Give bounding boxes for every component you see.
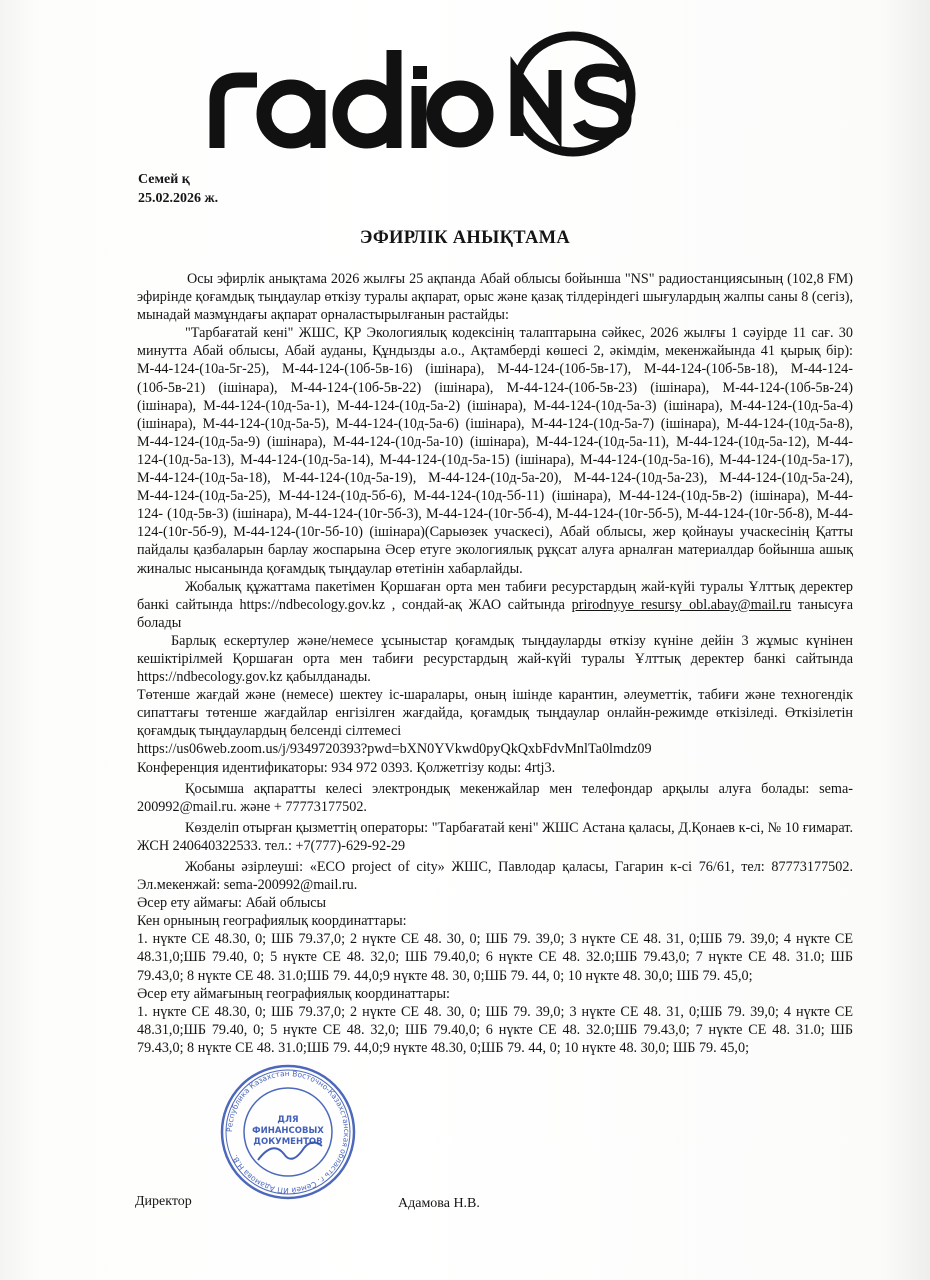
city-date-block (138, 170, 218, 208)
round-stamp (218, 1062, 358, 1202)
svg-text:Республика Казахстан Восточно-: Республика Казахстан Восточно-Казахстанская область г. Семей ИП Адамова Н.В. (224, 1068, 352, 1196)
docs-paragraph (137, 578, 853, 632)
remarks-paragraph: Барлық ескертулер және/немесе ұсыныстар қоғамдық тыңдауларды өткізу күніне дейін 3 жұмыс күнінен кешіктірілмей Қоршаған орта мен табиғи ресурстардың жай-күйі туралы Ұлттық деректер банкі сайтында https://ndbecology.gov.kz қабылданады. (137, 632, 853, 686)
developer-paragraph: Жобаны әзірлеуші: «ECO project of city» ЖШС, Павлодар қаласы, Гагарин к-сі 76/61, тел: 87773177502. Эл.мекенжай: sema-200992@mail.ru. (137, 859, 853, 894)
announcement-paragraph: "Тарбағатай кені" ЖШС, ҚР Экологиялық кодексінің талаптарына сәйкес, 2026 жылғы 1 сәуірде 11 сағ. 30 минутта Абай облысы, Абай ауданы, Құндызды а.о., Ақтамберді көшесі 2, әкімдім, мекенжайында 41 қырық бір): М-44-124-(10а-5г-25), М-44-124-(10б-5в-16) (ішінара), М-44-124-(10б-5в-17), М-44-124-(10б-5в-18), М-44-124- (10б-5в-21) (ішінара), М-44-124-(10б-5в-22) (ішінара), М-44-124-(10б-5в-23) (ішінара), М-44-124-(10б-5в-24) (ішінара), М-44-124-(10д-5а-1), М-44-124-(10д-5а-2) (ішінара), М-44-124-(10д-5а-3) (ішінара), М-44-124-(10д-5а-4) (ішінара), М-44-124-(10д-5а-5), М-44-124-(10д-5а-6) (ішінара), М-44-124-(10д-5а-7) (ішінара), М-44-124-(10д-5а-8), М-44-124-(10д-5а-9) (ішінара), М-44-124-(10д-5а-10) (ішінара), М-44-124-(10д-5а-11), М-44-124-(10д-5а-12), М-44-124-(10д-5а-13), М-44-124-(10д-5а-14), М-44-124-(10д-5а-15) (ішінара), М-44-124-(10д-5а-16), М-44-124-(10д-5а-17), М-44-124-(10д-5а-18), М-44-124-(10д-5а-19), М-44-124-(10д-5а-20), М-44-124-(10д-5а-23), М-44-124-(10д-5а-24), М-44-124-(10д-5а-25), М-44-124-(10д-5б-6), М-44-124-(10д-5б-11) (ішінара), М-44-124-(10д-5в-2) (ішінара), М-44-124- (10д-5в-3) (ішінара), М-44-124-(10г-5б-3), М-44-124-(10г-5б-4), М-44-124-(10г-5б-5), М-44-124-(10г-5б-8), М-44-124-(10г-5б-9), М-44-124-(10г-5б-10) (ішінара)(Сарыөзек учаскесі), Абай облысы, жер қойнауы учаскесінің Қатты пайдалы қазбаларын барлау жоспарына Әсер етуге экологиялық рұқсат алуға арналған материалдар бойынша ашық жиналыс нысанында қоғамдық тыңдаулар өтетінін хабарлайды. (137, 325, 853, 577)
svg-text:ФИНАНСОВЫХ: ФИНАНСОВЫХ (252, 1126, 324, 1136)
extra-info-paragraph: Қосымша ақпаратты келесі электрондық мекенжайлар мен телефондар арқылы алуға болады: sema-200992@mail.ru. және + 77773177502. (137, 780, 853, 815)
emergency-paragraph: Төтенше жағдай және (немесе) шектеу іс-шаралары, оның ішінде карантин, әлеуметтік, табиғи және техногендік сипаттағы төтенше жағдайлар енгізілген жағдайда, қоғамдық тыңдаулар онлайн-режимде өткізіледі. Өткізілетін қоғамдық тыңдаулардың белсенді сілтемесі (137, 687, 853, 740)
radio-ns-logo (205, 30, 695, 160)
docs-suffix: танысуға болады (137, 596, 853, 631)
zoom-link[interactable]: https://us06web.zoom.us/j/9349720393?pwd=bXN0YVkwd0pyQkQxbFdvMnlTa0lmdz09 (137, 741, 652, 758)
intro-paragraph: Осы эфирлік анықтама 2026 жылғы 25 ақпанда Абай облысы бойынша "NS" радиостанциясының (102,8 FM) эфирінде қоғамдық тыңдаулар өткізу туралы ақпарат, орыс және қазақ тілдеріндегі шығулардың жалпы саны 8 (сегіз), мынадай мазмұндағы ақпарат орналастырылғанын растайды: (137, 271, 853, 324)
svg-text:ДОКУМЕНТОВ: ДОКУМЕНТОВ (253, 1137, 323, 1147)
city: Семей қ (138, 172, 190, 187)
document-body (137, 270, 853, 1057)
operator-paragraph: Көзделіп отырған қызметтің операторы: "Тарбағатай кені" ЖШС Астана қаласы, Д.Қонаев к-сі, № 10 ғимарат. ЖСН 240640322533. тел.: +7(777)-629-92-29 (137, 819, 853, 854)
docs-text: Жобалық құжаттама пакетімен Қоршаған орта мен табиғи ресурстардың жай-күйі туралы Ұлттық деректер банкі сайтында https://ndbecology.gov.kz , сондай-ақ ЖАО сайтында (137, 578, 853, 613)
zone-coords: 1. нүкте СЕ 48.30, 0; ШБ 79.37,0; 2 нүкте СЕ 48. 30, 0; ШБ 79. 39,0; 3 нүкте СЕ 48. 31, 0;ШБ 79. 39,0; 4 нүкте СЕ 48.31,0;ШБ 79.40, 0; 5 нүкте СЕ 48. 32,0; ШБ 79.40,0; 6 нүкте СЕ 48. 32.0;ШБ 79.43,0; 7 нүкте СЕ 48. 31.0; ШБ 79.43,0; 8 нүкте СЕ 48. 31.0;ШБ 79. 44,0;9 нүкте 48.30, 0;ШБ 79. 44, 0; 10 нүкте 48. 30,0; ШБ 79. 45,0; (137, 1003, 853, 1056)
conference-id: Конференция идентификаторы: 934 972 0393. Қолжетгізу коды: 4rtj3. (137, 759, 556, 776)
date: 25.02.2026 ж. (138, 191, 219, 206)
document-title: ЭФИРЛІК АНЫҚТАМА (359, 228, 571, 248)
zone-coords-title: Әсер ету аймағының географиялық координаттары: (137, 985, 450, 1002)
director-name: Адамова Н.В. (398, 1196, 480, 1211)
director-label: Директор (135, 1194, 192, 1209)
docs-email-link[interactable]: prirodnyye_resursy_obl.abay@mail.ru (571, 596, 792, 613)
deposit-coords: 1. нүкте СЕ 48.30, 0; ШБ 79.37,0; 2 нүкте СЕ 48. 30, 0; ШБ 79. 39,0; 3 нүкте СЕ 48. 31, 0;ШБ 79. 39,0; 4 нүкте СЕ 48.31,0;ШБ 79.40, 0; 5 нүкте СЕ 48. 32,0; ШБ 79.40,0; 6 нүкте СЕ 48. 32.0;ШБ 79.43,0; 7 нүкте СЕ 48. 31.0; ШБ 79.43,0; 8 нүкте СЕ 48. 31.0;ШБ 79. 44,0;9 нүкте 48. 30, 0;ШБ 79. 44, 0; 10 нүкте 48. 30,0; ШБ 79. 45,0; (137, 931, 853, 984)
deposit-coords-title: Кен орнының географиялық координаттары: (137, 913, 407, 930)
svg-text:ДЛЯ: ДЛЯ (277, 1115, 299, 1125)
impact-zone: Әсер ету аймағы: Абай облысы (137, 895, 327, 912)
